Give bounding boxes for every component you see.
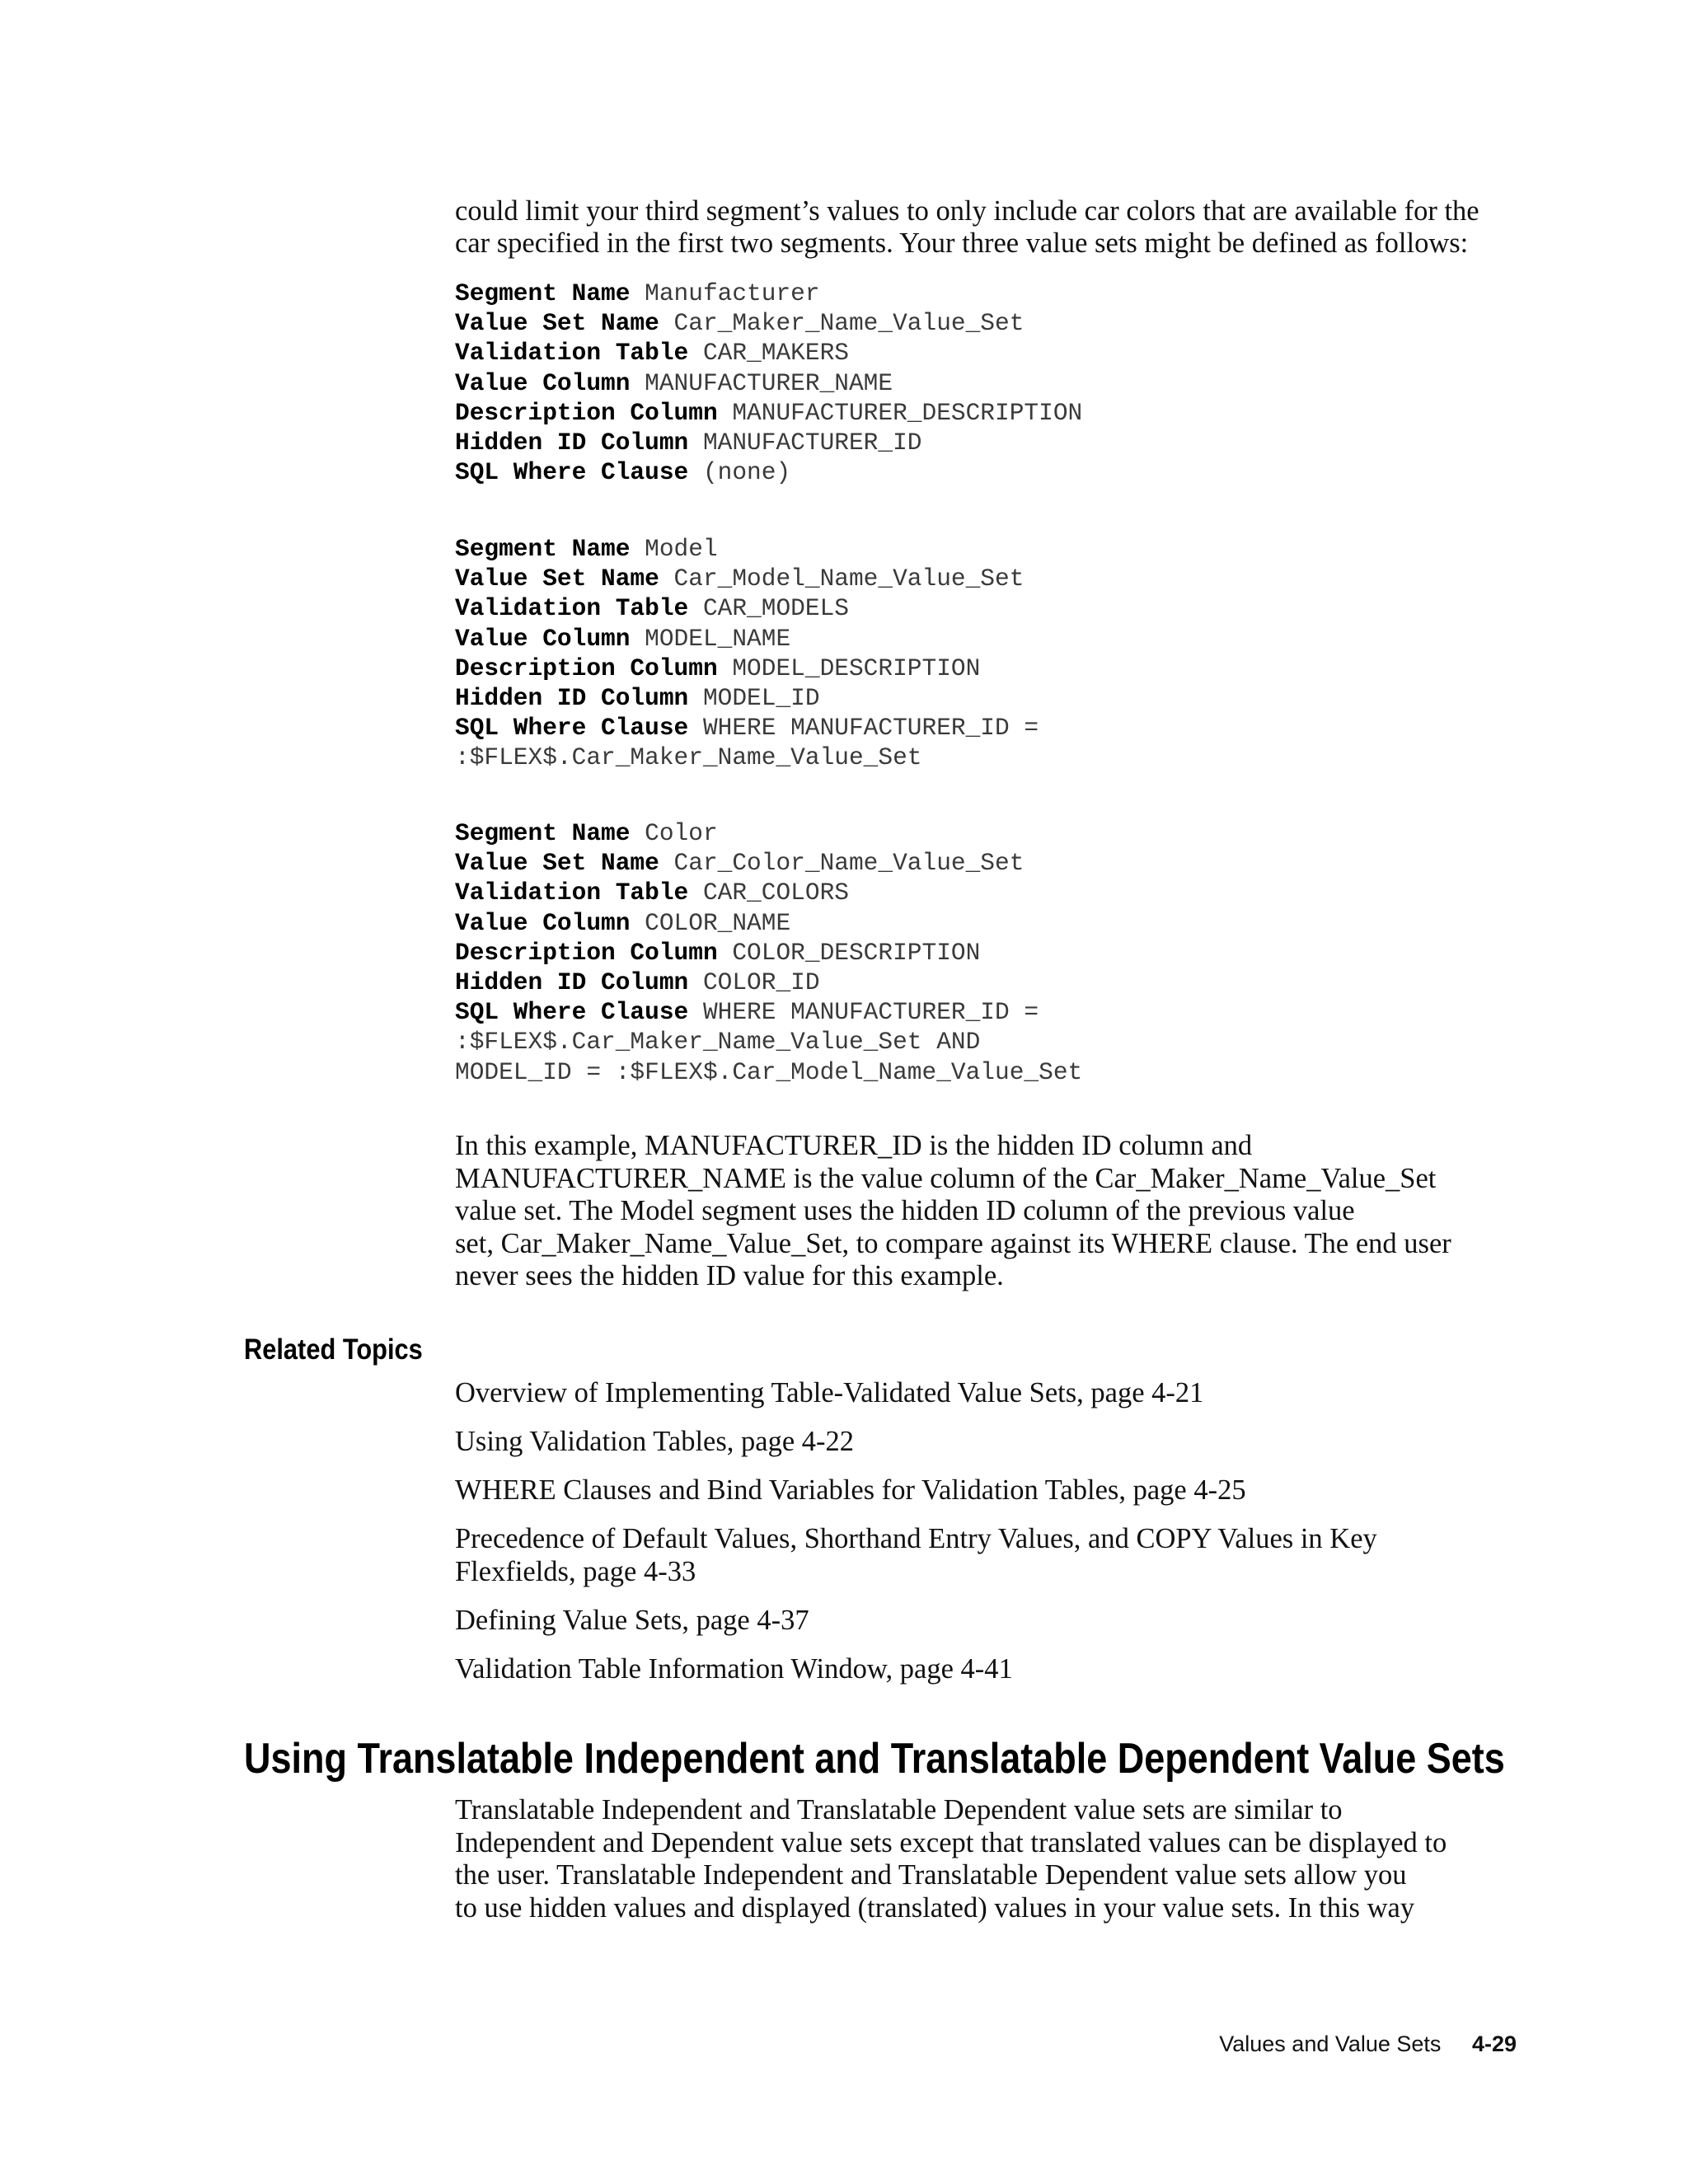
code-line	[455, 818, 1609, 848]
code-line	[455, 713, 1609, 743]
related-topic-link[interactable]	[455, 1652, 1543, 1685]
footer-section-title: Values and Value Sets	[1219, 2032, 1442, 2056]
code-field-name: Value Set Name	[455, 309, 659, 338]
footer-page-number: 4-29	[1471, 2032, 1517, 2056]
code-field-value: MODEL_NAME	[645, 624, 791, 653]
code-field-value: CAR_MAKERS	[702, 339, 849, 368]
related-topic-link[interactable]	[455, 1604, 1543, 1637]
code-line	[455, 308, 1609, 338]
related-topics-list	[455, 1376, 1543, 1701]
code-block-model	[455, 534, 1609, 773]
code-field-name: Hidden ID Column	[455, 683, 689, 712]
code-field-name: Value Column	[455, 624, 631, 653]
code-field-value: WHERE MANUFACTURER_ID =	[702, 998, 1039, 1027]
code-line	[455, 398, 1609, 428]
intro-paragraph	[455, 194, 1543, 259]
code-line	[455, 1027, 1609, 1057]
code-line	[455, 878, 1609, 907]
section-paragraph	[455, 1793, 1559, 1924]
related-topic-link[interactable]	[455, 1522, 1543, 1588]
related-topic-text[interactable]: WHERE Clauses and Bind Variables for Validation Tables, page 4-25	[455, 1474, 1246, 1506]
explanation-line: value set. The Model segment uses the hidden ID column of the previous value	[455, 1195, 1355, 1226]
code-field-value: WHERE MANUFACTURER_ID =	[702, 714, 1039, 743]
related-topic-link[interactable]	[455, 1425, 1543, 1458]
code-field-name: Value Set Name	[455, 849, 659, 878]
code-line	[455, 593, 1609, 623]
code-field-name: Segment Name	[455, 819, 631, 847]
section-line: to use hidden values and displayed (translated) values in your value sets. In this way	[455, 1891, 1415, 1924]
code-field-name: Value Column	[455, 368, 631, 397]
code-field-name: SQL Where Clause	[455, 458, 689, 487]
related-topic-link[interactable]	[455, 1474, 1543, 1507]
code-block-manufacturer	[455, 279, 1609, 487]
code-line	[455, 743, 1609, 772]
code-field-value: Car_Maker_Name_Value_Set	[673, 309, 1025, 338]
code-field-value: Manufacturer	[645, 279, 820, 307]
code-field-value: MODEL_DESCRIPTION	[732, 654, 981, 682]
related-topic-link[interactable]	[455, 1376, 1543, 1409]
related-topic-text[interactable]: Using Validation Tables, page 4-22	[455, 1426, 855, 1457]
explanation-line: never sees the hidden ID value for this example.	[455, 1260, 1004, 1291]
code-field-value: MANUFACTURER_NAME	[645, 368, 893, 397]
code-field-value: COLOR_DESCRIPTION	[732, 938, 981, 967]
code-field-value: Car_Model_Name_Value_Set	[673, 565, 1025, 593]
code-line	[455, 457, 1609, 487]
related-topic-text[interactable]: Flexfields, page 4-33	[455, 1556, 696, 1587]
section-line: the user. Translatable Independent and Translatable Dependent value sets allow you	[455, 1859, 1407, 1891]
code-field-value: COLOR_ID	[702, 968, 820, 996]
code-field-name: Description Column	[455, 654, 718, 682]
code-line	[455, 428, 1609, 457]
code-line	[455, 683, 1609, 713]
code-line	[455, 338, 1609, 368]
code-field-value: (none)	[702, 458, 791, 487]
code-field-name: Description Column	[455, 938, 718, 967]
related-topic-text[interactable]: Defining Value Sets, page 4-37	[455, 1605, 809, 1636]
code-field-name: Segment Name	[455, 535, 631, 563]
code-field-value: MODEL_ID	[702, 683, 820, 712]
code-field-value: COLOR_NAME	[645, 908, 791, 937]
code-line	[455, 654, 1609, 683]
related-topic-text[interactable]: Precedence of Default Values, Shorthand Entry Values, and COPY Values in Key	[455, 1523, 1377, 1554]
section-line: Translatable Independent and Translatable Dependent value sets are similar to	[455, 1794, 1343, 1825]
code-line	[455, 997, 1609, 1027]
code-line	[455, 279, 1609, 308]
code-field-name: Hidden ID Column	[455, 428, 689, 457]
code-field-name: SQL Where Clause	[455, 714, 689, 743]
code-field-name: Value Set Name	[455, 565, 659, 593]
code-line	[455, 848, 1609, 878]
explanation-line: MANUFACTURER_NAME is the value column of the Car_Maker_Name_Value_Set	[455, 1162, 1437, 1194]
explanation-line: In this example, MANUFACTURER_ID is the hidden ID column and	[455, 1130, 1253, 1161]
code-line	[455, 908, 1609, 938]
code-field-name: SQL Where Clause	[455, 998, 689, 1027]
intro-line: car specified in the first two segments. Your three value sets might be defined as follows:	[455, 227, 1469, 259]
code-field-name: Validation Table	[455, 339, 689, 368]
code-field-value: MANUFACTURER_ID	[702, 428, 922, 457]
code-field-name: Description Column	[455, 398, 718, 427]
related-topic-text[interactable]: Overview of Implementing Table-Validated Value Sets, page 4-21	[455, 1377, 1204, 1408]
code-line	[455, 968, 1609, 997]
section-line: Independent and Dependent value sets except that translated values can be displayed to	[455, 1826, 1447, 1858]
code-field-name: Hidden ID Column	[455, 968, 689, 996]
code-field-value: :$FLEX$.Car_Maker_Name_Value_Set AND	[455, 1028, 981, 1057]
code-field-value: Car_Color_Name_Value_Set	[673, 849, 1025, 878]
code-line	[455, 368, 1609, 398]
related-topics-heading: Related Topics	[244, 1333, 423, 1366]
code-line	[455, 624, 1609, 654]
code-line	[455, 534, 1609, 564]
code-field-value: CAR_MODELS	[702, 594, 849, 623]
code-block-color	[455, 818, 1609, 1087]
code-field-value: Model	[645, 535, 718, 563]
code-field-name: Validation Table	[455, 879, 689, 907]
section-heading: Using Translatable Independent and Translatable Dependent Value Sets	[244, 1735, 1505, 1783]
code-field-value: MANUFACTURER_DESCRIPTION	[732, 398, 1083, 427]
code-field-name: Segment Name	[455, 279, 631, 307]
code-field-value: CAR_COLORS	[702, 879, 849, 907]
code-field-name: Validation Table	[455, 594, 689, 623]
intro-line: could limit your third segment’s values to only include car colors that are available for the	[455, 195, 1479, 227]
explanation-paragraph	[455, 1129, 1543, 1292]
page-footer	[1219, 2030, 1517, 2058]
code-field-name: Value Column	[455, 908, 631, 937]
code-line	[455, 938, 1609, 968]
code-line	[455, 1057, 1609, 1087]
explanation-line: set, Car_Maker_Name_Value_Set, to compare against its WHERE clause. The end user	[455, 1227, 1451, 1259]
code-field-value: MODEL_ID = :$FLEX$.Car_Model_Name_Value_Set	[455, 1057, 1083, 1086]
code-field-value: :$FLEX$.Car_Maker_Name_Value_Set	[455, 743, 922, 772]
code-field-value: Color	[645, 819, 718, 847]
related-topic-text[interactable]: Validation Table Information Window, page 4-41	[455, 1653, 1013, 1685]
code-line	[455, 564, 1609, 593]
